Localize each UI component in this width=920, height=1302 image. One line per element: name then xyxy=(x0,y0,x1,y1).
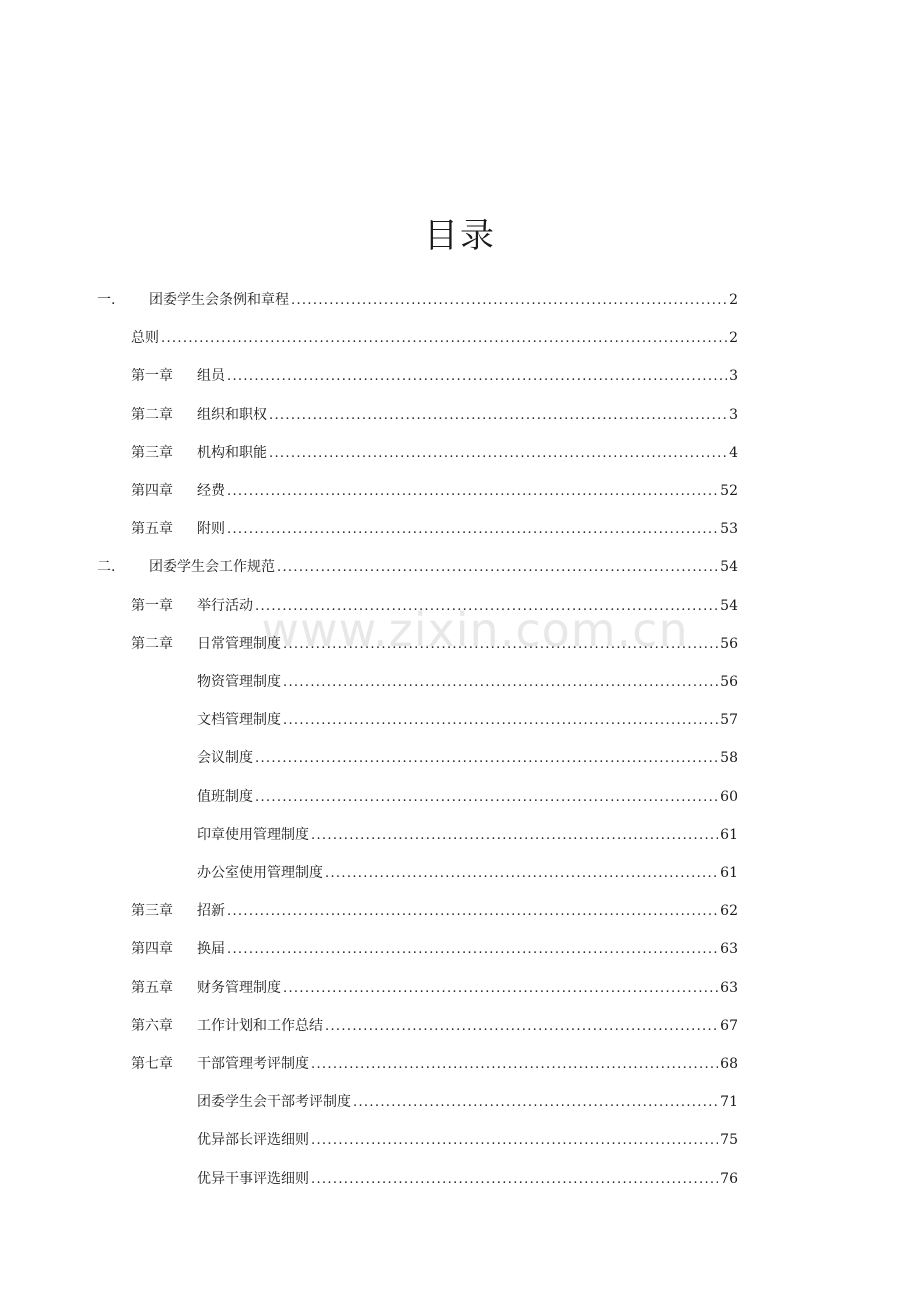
toc-entry-title: 举行活动 xyxy=(197,597,253,614)
toc-entry-title: 干部管理考评制度 xyxy=(197,1056,309,1072)
toc-entry[interactable] xyxy=(131,364,738,388)
toc-entry-number: 第一章 xyxy=(131,597,173,614)
toc-entry-title: 工作计划和工作总结 xyxy=(197,1017,323,1034)
dot-leader xyxy=(161,327,727,351)
dot-leader xyxy=(227,938,718,962)
toc-entry[interactable] xyxy=(131,899,738,923)
toc-entry-number: 第四章 xyxy=(131,483,173,499)
toc-entry-page-number: 68 xyxy=(720,1056,738,1072)
dot-leader xyxy=(283,709,718,733)
toc-entry-number: 第五章 xyxy=(131,979,173,996)
toc-entry-page-number: 52 xyxy=(720,483,738,499)
toc-entry-page-number: 4 xyxy=(729,444,738,461)
toc-entry[interactable] xyxy=(197,1167,738,1191)
toc-entry-title: 办公室使用管理制度 xyxy=(197,865,323,881)
toc-entry-title: 团委学生会条例和章程 xyxy=(149,292,289,308)
toc-entry-page-number: 3 xyxy=(729,406,738,423)
toc-entry-title: 日常管理制度 xyxy=(197,635,281,652)
toc-entry-title: 机构和职能 xyxy=(197,444,267,461)
toc-entry[interactable] xyxy=(197,1128,738,1152)
dot-leader xyxy=(353,1091,718,1115)
toc-entry-page-number: 75 xyxy=(720,1132,738,1149)
watermark: www.zixin.com.cn xyxy=(261,603,689,657)
dot-leader xyxy=(283,633,718,657)
toc-entry-page-number: 54 xyxy=(720,559,738,576)
toc-entry-title: 会议制度 xyxy=(197,750,253,767)
toc-entry-number: 第三章 xyxy=(131,444,173,461)
dot-leader xyxy=(311,1129,718,1153)
toc-entry-page-number: 71 xyxy=(720,1094,738,1111)
dot-leader xyxy=(325,1015,718,1039)
toc-entry[interactable] xyxy=(131,441,738,465)
toc-entry[interactable] xyxy=(131,403,738,427)
toc-entry[interactable] xyxy=(131,937,738,961)
dot-leader xyxy=(291,289,727,313)
dot-leader xyxy=(311,824,718,848)
dot-leader xyxy=(269,442,727,466)
toc-entry-number: 一. xyxy=(97,292,116,308)
toc-entry-page-number: 76 xyxy=(720,1170,738,1187)
toc-entry[interactable] xyxy=(131,479,738,503)
dot-leader xyxy=(311,1168,718,1192)
toc-entry-page-number: 60 xyxy=(720,788,738,805)
dot-leader xyxy=(283,977,718,1001)
toc-entry-title: 财务管理制度 xyxy=(197,979,281,996)
toc-entry[interactable] xyxy=(197,746,738,770)
toc-entry[interactable] xyxy=(97,288,738,312)
toc-entry-number: 第五章 xyxy=(131,521,173,538)
dot-leader xyxy=(227,900,718,924)
toc-entry-title: 总则 xyxy=(131,330,159,347)
toc-entry-title: 附则 xyxy=(197,521,225,538)
toc-entry[interactable] xyxy=(197,823,738,847)
toc-entry-page-number: 61 xyxy=(720,826,738,843)
toc-entry[interactable] xyxy=(197,670,738,694)
toc-entry-title: 招新 xyxy=(197,903,225,920)
dot-leader xyxy=(255,595,718,619)
toc-entry-page-number: 2 xyxy=(729,330,738,347)
dot-leader xyxy=(283,671,718,695)
toc-entry-page-number: 57 xyxy=(720,712,738,729)
toc-entry[interactable] xyxy=(197,1090,738,1114)
toc-entry-title: 团委学生会工作规范 xyxy=(149,559,275,576)
toc-entry-title: 文档管理制度 xyxy=(197,712,281,729)
toc-entry-title: 换届 xyxy=(197,941,225,958)
toc-entry-page-number: 2 xyxy=(729,292,738,308)
toc-entry[interactable] xyxy=(197,861,738,885)
toc-entry-page-number: 56 xyxy=(720,674,738,690)
toc-entry-title: 物资管理制度 xyxy=(197,674,281,690)
toc-entry-number: 第三章 xyxy=(131,903,173,920)
toc-entry-page-number: 63 xyxy=(720,979,738,996)
toc-entry-page-number: 62 xyxy=(720,903,738,920)
toc-entry-title: 团委学生会干部考评制度 xyxy=(197,1094,351,1111)
dot-leader xyxy=(227,480,718,504)
dot-leader xyxy=(269,404,727,428)
toc-entry-title: 组员 xyxy=(197,368,225,385)
toc-entry-page-number: 56 xyxy=(720,635,738,652)
toc-entry-page-number: 58 xyxy=(720,750,738,767)
toc-entry[interactable] xyxy=(197,785,738,809)
dot-leader xyxy=(311,1053,718,1077)
dot-leader xyxy=(325,862,718,886)
toc-entry-title: 优异干事评选细则 xyxy=(197,1170,309,1187)
page-title: 目录 xyxy=(424,216,496,256)
toc-entry[interactable] xyxy=(97,555,738,579)
toc-entry-page-number: 63 xyxy=(720,941,738,958)
dot-leader xyxy=(255,747,718,771)
toc-entry-number: 第二章 xyxy=(131,406,173,423)
toc-entry-page-number: 67 xyxy=(720,1017,738,1034)
toc-entry-page-number: 53 xyxy=(720,521,738,538)
toc-entry-number: 二. xyxy=(97,559,116,576)
toc-entry-page-number: 61 xyxy=(720,865,738,881)
toc-entry[interactable] xyxy=(131,632,738,656)
toc-entry-number: 第六章 xyxy=(131,1017,173,1034)
toc-entry-title: 值班制度 xyxy=(197,788,253,805)
toc-entry[interactable] xyxy=(131,1014,738,1038)
toc-entry-number: 第七章 xyxy=(131,1056,173,1072)
dot-leader xyxy=(227,365,727,389)
toc-entry-number: 第四章 xyxy=(131,941,173,958)
toc-entry[interactable] xyxy=(131,326,738,350)
toc-entry-number: 第一章 xyxy=(131,368,173,385)
dot-leader xyxy=(255,786,718,810)
toc-entry-page-number: 54 xyxy=(720,597,738,614)
toc-entry[interactable] xyxy=(131,1052,738,1076)
toc-entry-title: 印章使用管理制度 xyxy=(197,826,309,843)
toc-entry-title: 经费 xyxy=(197,483,225,499)
dot-leader xyxy=(277,556,718,580)
toc-entry[interactable] xyxy=(197,708,738,732)
toc-entry-page-number: 3 xyxy=(729,368,738,385)
toc-entry[interactable] xyxy=(131,976,738,1000)
dot-leader xyxy=(227,518,718,542)
toc-entry[interactable] xyxy=(131,517,738,541)
toc-entry-number: 第二章 xyxy=(131,635,173,652)
toc-entry-title: 组织和职权 xyxy=(197,406,267,423)
toc-entry-title: 优异部长评选细则 xyxy=(197,1132,309,1149)
toc-entry[interactable] xyxy=(131,594,738,618)
